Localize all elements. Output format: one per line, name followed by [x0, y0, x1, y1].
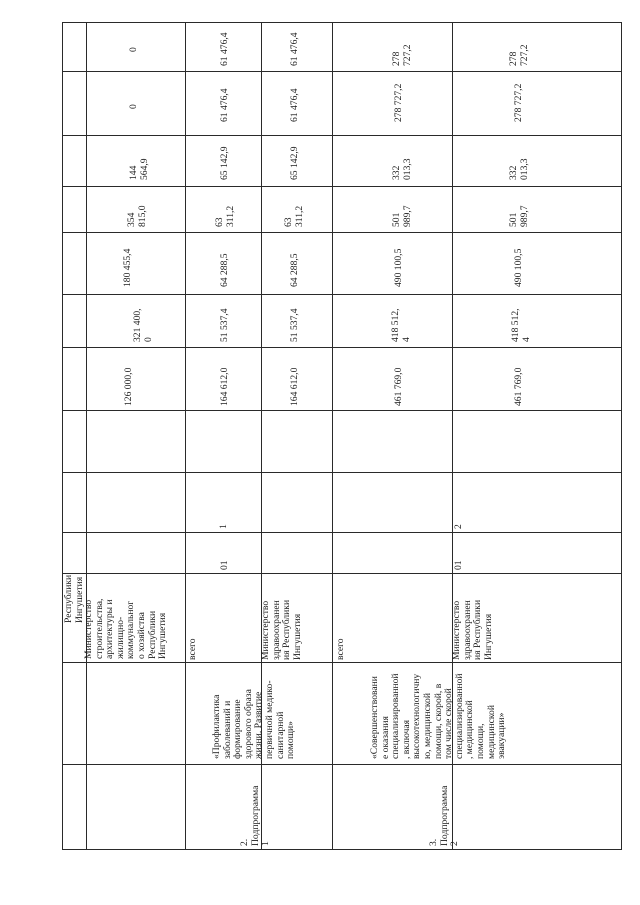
gp-code: 2: [453, 524, 464, 529]
exec-2022: 501 989,7: [508, 205, 530, 227]
responsible-ministry-health: Министерство здравоохранен ия Республики Ингушетия: [451, 599, 494, 660]
exec-2019: 164 612,0: [289, 367, 300, 406]
subprogram-1-name: «Профилактика заболеваний и формирование здорового образа жизни. Развитие первичной медико- санитарной помощи»: [211, 680, 297, 759]
total-2025: 278 727,2: [391, 44, 413, 66]
total-2022: 501 989,7: [391, 205, 413, 227]
total-2019: 461 769,0: [393, 367, 404, 406]
responsible-total-label: всего: [335, 638, 346, 660]
grid-line: [62, 410, 622, 411]
grbs-code: 01: [219, 560, 230, 570]
rotated-budget-table: [62, 22, 622, 850]
total-2023: 65 142,9: [219, 146, 230, 180]
exec-2025: 61 476,4: [289, 32, 300, 66]
grid-line: [62, 71, 622, 72]
responsible-total-label: всего: [187, 638, 198, 660]
grid-line: [62, 472, 622, 473]
total-2020: 418 512, 4: [390, 308, 412, 342]
grid-line: [62, 186, 622, 187]
value-2020: 321 400, 0: [132, 308, 154, 342]
subprogram-2-name: «Совершенствовани е оказания специализированной , включая высокотехнологичну ю, медицинской помощи, скорой, в том числе скорой специализированной , медицинской помощи, медицинской эвакуации»: [369, 673, 508, 759]
total-2021: 64 288,5: [219, 253, 230, 287]
grid-line: [62, 22, 63, 850]
total-2024: 61 476,4: [219, 88, 230, 122]
grid-line: [62, 764, 622, 765]
total-2022: 63 311,2: [214, 205, 236, 227]
exec-2020: 418 512, 4: [510, 308, 532, 342]
exec-2019: 461 769,0: [513, 367, 524, 406]
grid-line: [332, 22, 333, 850]
total-2019: 164 612,0: [219, 367, 230, 406]
grid-line: [62, 849, 622, 850]
value-2024: 0: [128, 104, 139, 109]
grid-line: [62, 662, 622, 663]
status-subprogram-1: 2. Подпрограмма 1: [239, 785, 272, 846]
grid-line: [621, 22, 622, 850]
responsible-label-top: Республики Ингушетия: [63, 574, 85, 623]
value-2025: 0: [128, 47, 139, 52]
grid-line: [62, 532, 622, 533]
value-2019: 126 000,0: [123, 367, 134, 406]
exec-2023: 332 013,3: [508, 158, 530, 180]
total-2025: 61 476,4: [219, 32, 230, 66]
exec-2024: 278 727,2: [513, 83, 524, 122]
total-2021: 490 100,5: [393, 248, 404, 287]
grid-line: [62, 232, 622, 233]
exec-2022: 63 311,2: [283, 205, 305, 227]
grid-line: [62, 135, 622, 136]
exec-2023: 65 142,9: [289, 146, 300, 180]
value-2021: 180 455,4: [122, 248, 133, 287]
status-subprogram-2: 3. Подпрограмма 2: [428, 785, 461, 846]
grid-line: [185, 22, 186, 850]
grid-line: [86, 22, 87, 850]
total-2024: 278 727,2: [393, 83, 404, 122]
exec-2020: 51 537,4: [289, 308, 300, 342]
total-2020: 51 537,4: [219, 308, 230, 342]
gp-code: 1: [218, 524, 229, 529]
exec-2021: 64 288,5: [289, 253, 300, 287]
value-2022: 354 815,0: [126, 205, 148, 227]
grbs-code: 01: [453, 560, 464, 570]
grid-line: [62, 294, 622, 295]
responsible-ministry-health: Министерство здравоохранен ия Республики Ингушетия: [260, 599, 303, 660]
responsible-ministry-construction: Министерство строительства, архитектуры и жилищно- коммунальног о хозяйства Республики Ингушетия: [83, 598, 169, 659]
grid-line: [62, 347, 622, 348]
value-2023: 144 564,9: [128, 158, 150, 180]
exec-2025: 278 727,2: [508, 44, 530, 66]
exec-2021: 490 100,5: [513, 248, 524, 287]
exec-2024: 61 476,4: [289, 88, 300, 122]
grid-line: [62, 573, 622, 574]
grid-line: [62, 22, 622, 23]
total-2023: 332 013,3: [391, 158, 413, 180]
